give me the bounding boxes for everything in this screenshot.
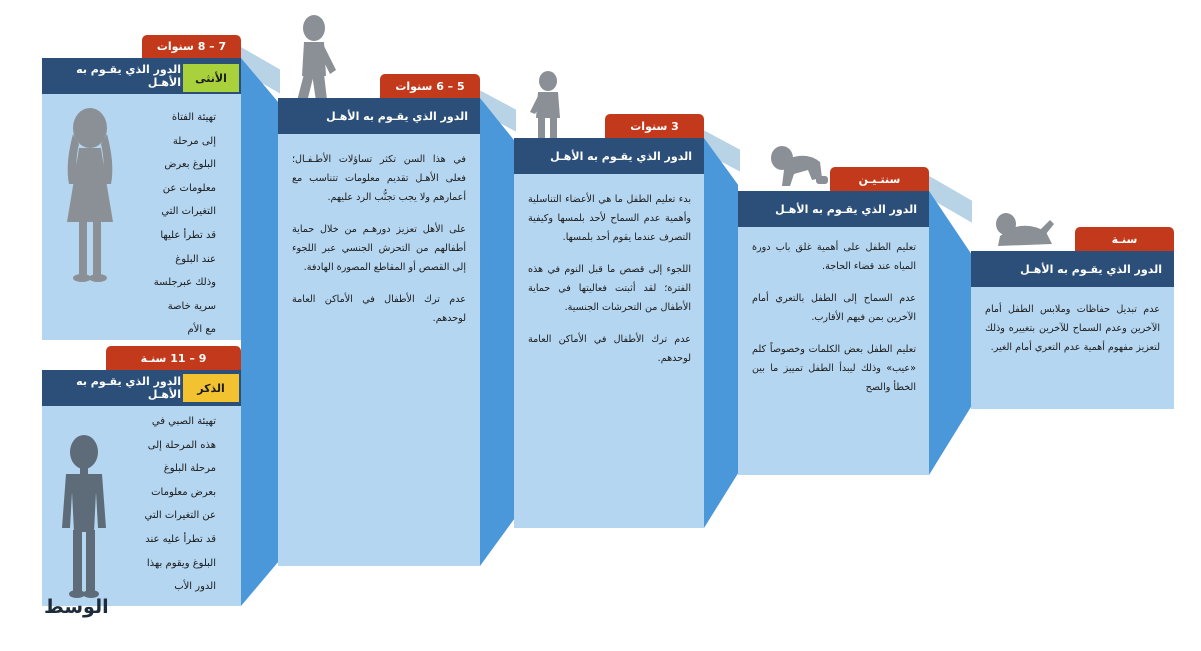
age-tag-7-8: 7 – 8 سنوات	[142, 35, 241, 58]
paragraph: تعليم الطفل على أهمية غلق باب دورة المياه عند قضاء الحاجة.	[752, 242, 916, 272]
paragraph: اللجوء إلى قصص ما قبل النوم في هذه الفترة؛ لقد أثبتت فعاليتها في حماية الأطفال من التحرشات الجنسية.	[528, 264, 691, 313]
paragraph: بدء تعليم الطفل ما هي الأعضاء التناسلية وأهمية عدم السماح لأحد بلمسها وكيفية التصرف عندما يقوم أحد بلمسها.	[528, 194, 691, 243]
paragraph: على الأهل تعزيز دورهـم من خلال حماية أطفالهم من التحرش الجنسي عبر اللجوء إلى القصص أو المقاطع المصورة الهادفة.	[292, 224, 466, 273]
list-item: هذه المرحلة إلى	[147, 439, 216, 451]
stage-1-text	[985, 300, 1160, 370]
age-tag-9-11: 9 – 11 سنـة	[106, 346, 241, 370]
list-item: سرية خاصة	[167, 300, 216, 312]
list-item: التغيرات التي	[161, 206, 216, 218]
paragraph: في هذا السن تكثر تساؤلات الأطـفـال؛ فعلى الأهـل تقديم معلومات تتناسب مع أعمارهم ولا يجب تجنُّب الرد عليهم.	[292, 154, 466, 203]
list-item: مرحلة البلوغ	[163, 463, 216, 475]
age-tag-3: 3 سنوات	[605, 114, 704, 138]
lying-baby-icon	[990, 210, 1060, 250]
list-item: قد تطرأ عليها	[160, 229, 216, 241]
list-item: مع الأم	[187, 324, 216, 336]
list-item: قد تطرأ عليه عند	[145, 533, 216, 545]
age-tag-5-6: 5 – 6 سنوات	[380, 74, 480, 98]
gender-female-label: الأنثى	[183, 64, 239, 92]
list-item: تهيئة الصبي في	[151, 416, 216, 427]
boy-silhouette-icon	[58, 432, 110, 602]
list-item: عن التغيرات التي	[144, 510, 216, 522]
panel-side	[704, 138, 738, 528]
list-item: بعرض معلومات	[151, 486, 216, 498]
panel-side	[241, 58, 278, 606]
stage-2-text	[752, 238, 916, 410]
age-tag-2: سنتـيـن	[830, 167, 929, 191]
parent-role-header: الدور الذي يقـوم به الأهـل	[42, 370, 241, 406]
list-item: وذلك عبرجلسة	[153, 277, 216, 289]
age-tag-1: سنـة	[1075, 227, 1174, 251]
paragraph: عدم تبديل حفاظات وملابس الطفل أمام الآخرين وعدم السماح للآخرين بتغييره وذلك لتعزيز مفهوم أهمية عدم التعري أمام الغير.	[985, 304, 1160, 353]
list-item: إلى مرحلة	[172, 135, 216, 147]
list-item: البلوغ بعرض	[164, 159, 216, 171]
girl-silhouette-icon	[55, 104, 125, 284]
female-role-list	[116, 106, 216, 342]
parent-role-header: الدور الذي يقـوم به الأهـل	[278, 98, 480, 134]
parent-role-header: الدور الذي يقـوم به الأهـل	[971, 251, 1174, 287]
crawling-baby-icon	[768, 144, 830, 190]
paragraph: عدم السماح إلى الطفل بالتعري أمام الآخرين بمن فيهم الأقارب.	[752, 293, 916, 323]
list-item: عند البلوغ	[175, 253, 216, 265]
parent-role-header: الدور الذي يقـوم به الأهـل	[42, 58, 241, 94]
alwasat-logo: الوسط	[44, 596, 109, 618]
parent-role-header: الدور الذي يقـوم به الأهـل	[738, 191, 929, 227]
stage-5-6-text	[292, 150, 466, 341]
stage-3-text	[528, 190, 691, 381]
male-role-list	[106, 410, 216, 599]
panel-side	[480, 98, 514, 566]
gender-male-label: الذكر	[183, 374, 239, 402]
list-item: تهيئة الفتاة	[171, 112, 216, 123]
paragraph: عدم ترك الأطفال في الأماكن العامة لوحدهم.	[528, 334, 691, 364]
list-item: البلوغ ويقوم بهذا	[146, 557, 216, 569]
paragraph: عدم ترك الأطفال في الأماكن العامة لوحدهم.	[292, 294, 466, 324]
list-item: معلومات عن	[162, 182, 216, 194]
toddler-icon	[526, 70, 566, 146]
list-item: الدور الأب	[174, 581, 216, 593]
panel-side	[929, 191, 971, 475]
parent-role-header: الدور الذي يقـوم به الأهـل	[514, 138, 704, 174]
paragraph: تعليم الطفل بعض الكلمات وخصوصاً كلم «عيب» وذلك ليبدأ الطفل تمييز ما بين الخطأ والصح	[752, 344, 916, 393]
